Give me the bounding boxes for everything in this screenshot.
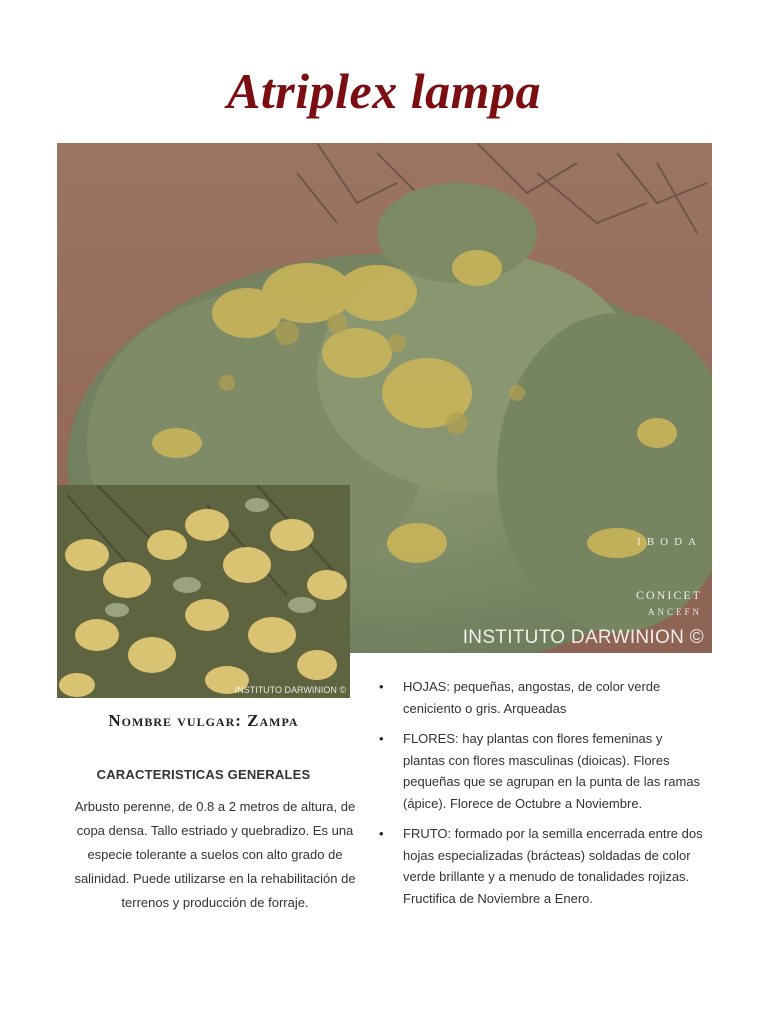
- watermark: INSTITUTO DARWINION ©: [462, 627, 704, 648]
- list-item: [376, 728, 706, 814]
- flower-closeup-image: [57, 485, 350, 698]
- bullet-icon: •: [379, 826, 384, 841]
- list-item: [376, 676, 706, 719]
- description-text: Arbusto perenne, de 0.8 a 2 metros de altura, de copa densa. Tallo estriado y quebradizo. Es una especie tolerante a suelos con alto grado de salinidad. Puede utilizarse en la rehabilitación de terrenos y producción de forraje.: [74, 799, 356, 910]
- section-heading: CARACTERISTICAS GENERALES: [96, 767, 311, 782]
- common-name-heading: Nombre vulgar: Zampa: [108, 711, 299, 730]
- flower-closeup-photo: [57, 485, 350, 698]
- ancefn-logo: ANCEFN: [647, 607, 702, 617]
- feature-fruto: FRUTO: formado por la semilla encerrada entre dos hojas especializadas (brácteas) soldadas de color verde brillante y a menudo de tonalidades rojizas. Fructifica de Noviembre a Enero.: [403, 826, 703, 906]
- bullet-icon: •: [379, 679, 384, 694]
- list-item: [376, 823, 706, 909]
- bullet-icon: •: [379, 731, 384, 746]
- conicet-logo: CONICET: [636, 588, 702, 602]
- features-list: [376, 676, 706, 918]
- feature-hojas: HOJAS: pequeñas, angostas, de color verde ceniciento o gris. Arqueadas: [403, 679, 661, 716]
- inset-watermark: INSTITUTO DARWINION ©: [234, 685, 346, 695]
- feature-flores: FLORES: hay plantas con flores femeninas y plantas con flores masculinas (dioicas). Flores pequeñas que se agrupan en la punta de las ramas (ápice). Florece de Octubre a Noviembre.: [403, 731, 701, 811]
- page-title: Atriplex lampa: [227, 63, 541, 119]
- iboda-logo: IBODA: [637, 536, 702, 548]
